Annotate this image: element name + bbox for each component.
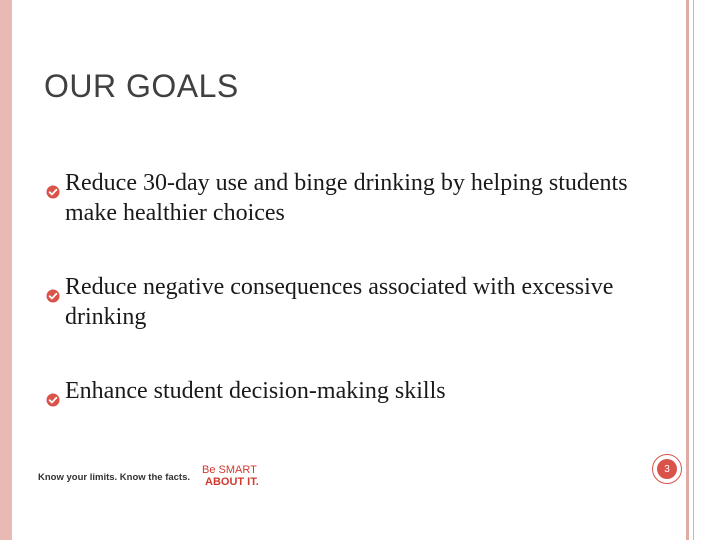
bullet-text: Reduce 30-day use and binge drinking by helping students make healthier choices [65, 170, 628, 226]
right-border-line-outer [686, 0, 689, 540]
footer-tagline: Know your limits. Know the facts. [38, 472, 191, 483]
circle-check-icon [46, 177, 60, 191]
circle-check-icon [46, 281, 60, 295]
right-border [684, 0, 720, 540]
circle-check-icon [46, 385, 60, 399]
bullet-text: Enhance student decision-making skills [65, 378, 446, 404]
logo-line-1: Be SMART [202, 464, 257, 476]
bullet-item [44, 272, 644, 332]
page-number: 3 [657, 459, 677, 479]
bullet-list [44, 168, 644, 406]
bullet-item [44, 376, 644, 406]
bullet-item [44, 168, 644, 228]
left-border [0, 0, 12, 540]
logo-line-2: ABOUT IT. [205, 476, 259, 488]
bullet-text: Reduce negative consequences associated with excessive drinking [65, 274, 614, 330]
page-number-badge [652, 454, 682, 484]
slide-title: OUR GOALS [44, 68, 239, 104]
right-border-line-inner [693, 0, 694, 540]
be-smart-logo [202, 464, 262, 490]
